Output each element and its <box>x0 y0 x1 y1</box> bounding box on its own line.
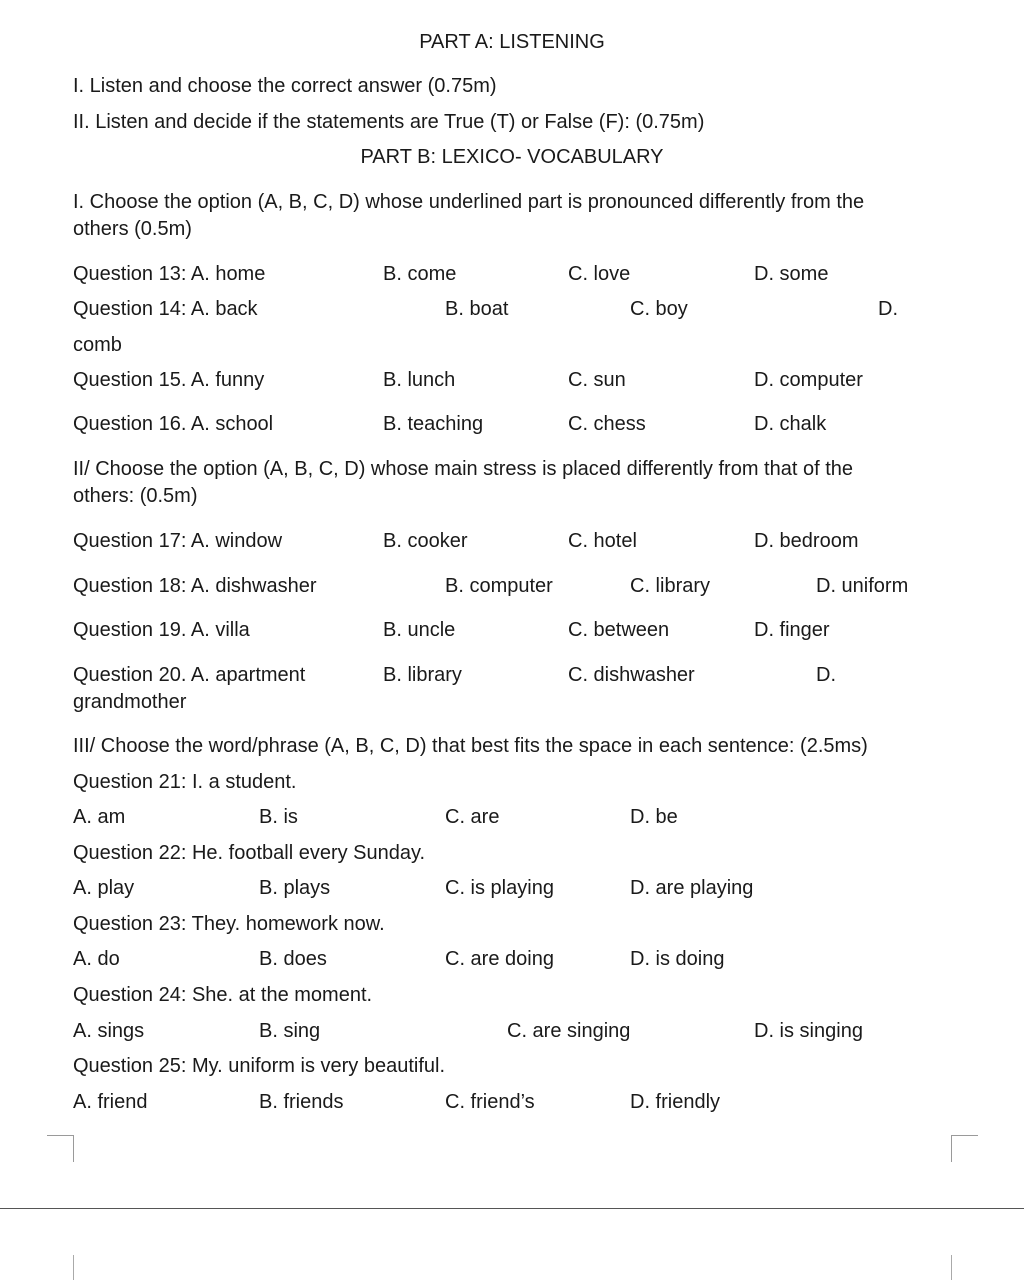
question-24-option-b: B. sing <box>259 1020 321 1042</box>
question-22-option-a: A. play <box>73 877 135 899</box>
question-25-option-d: D. friendly <box>630 1091 721 1113</box>
section-2-heading: II/ Choose the option (A, B, C, D) whose main stress is placed differently from that of the <box>73 458 853 480</box>
question-25-stem: Question 25: My. uniform is very beautiful. <box>73 1055 446 1077</box>
question-13-option-d: D. some <box>754 263 829 285</box>
question-18-option-b: B. computer <box>445 575 553 597</box>
question-17-option-a: Question 17: A. window <box>73 530 283 552</box>
question-23-stem: Question 23: They. homework now. <box>73 913 385 935</box>
question-19-option-c: C. between <box>568 619 670 641</box>
question-23-option-b: B. does <box>259 948 327 970</box>
question-13-option-b: B. come <box>383 263 457 285</box>
question-14-option-a: Question 14: A. back <box>73 298 258 320</box>
question-24-stem: Question 24: She. at the moment. <box>73 984 373 1006</box>
question-25-option-c: C. friend’s <box>445 1091 535 1113</box>
question-18-option-a: Question 18: A. dishwasher <box>73 575 317 597</box>
question-20-option-b: B. library <box>383 664 462 686</box>
question-21-option-b: B. is <box>259 806 298 828</box>
section-3-heading: III/ Choose the word/phrase (A, B, C, D) that best fits the space in each sentence: (2.5ms) <box>73 735 868 757</box>
question-15-option-a: Question 15. A. funny <box>73 369 265 391</box>
question-24-option-c: C. are singing <box>507 1020 631 1042</box>
question-22-option-d: D. are playing <box>630 877 754 899</box>
question-15-option-c: C. sun <box>568 369 626 391</box>
question-14-option-b: B. boat <box>445 298 509 320</box>
part-a-task-1: I. Listen and choose the correct answer (0.75m) <box>73 75 497 97</box>
part-a-task-2: II. Listen and decide if the statements are True (T) or False (F): (0.75m) <box>73 111 705 133</box>
question-24-option-a: A. sings <box>73 1020 145 1042</box>
next-page-margin-left <box>73 1255 74 1280</box>
question-19-option-d: D. finger <box>754 619 830 641</box>
margin-corner-right <box>951 1135 978 1162</box>
question-23-option-c: C. are doing <box>445 948 554 970</box>
question-16-option-a: Question 16. A. school <box>73 413 274 435</box>
question-25-option-b: B. friends <box>259 1091 344 1113</box>
question-15-option-d: D. computer <box>754 369 863 391</box>
question-23-option-d: D. is doing <box>630 948 725 970</box>
question-16-option-d: D. chalk <box>754 413 827 435</box>
question-23-option-a: A. do <box>73 948 120 970</box>
question-21-option-d: D. be <box>630 806 678 828</box>
question-18-option-c: C. library <box>630 575 711 597</box>
question-13-option-a: Question 13: A. home <box>73 263 266 285</box>
question-18-option-d: D. uniform <box>816 575 909 597</box>
question-15-option-b: B. lunch <box>383 369 456 391</box>
question-21-stem: Question 21: I. a student. <box>73 771 297 793</box>
question-20-option-d-word: grandmother <box>73 691 187 713</box>
question-19-option-b: B. uncle <box>383 619 456 641</box>
question-19-option-a: Question 19. A. villa <box>73 619 250 641</box>
question-16-option-c: C. chess <box>568 413 646 435</box>
question-14-option-d-word: comb <box>73 334 122 356</box>
question-14-option-c: C. boy <box>630 298 688 320</box>
section-1-heading-cont: others (0.5m) <box>73 218 192 240</box>
question-20-option-c: C. dishwasher <box>568 664 695 686</box>
question-17-option-c: C. hotel <box>568 530 637 552</box>
part-a-title: PART A: LISTENING <box>419 31 605 53</box>
question-20-option-a: Question 20. A. apartment <box>73 664 306 686</box>
page-break-line <box>0 1208 1024 1209</box>
question-21-option-a: A. am <box>73 806 126 828</box>
question-25-option-a: A. friend <box>73 1091 148 1113</box>
next-page-margin-right <box>951 1255 952 1280</box>
question-14-option-d: D. <box>878 298 898 320</box>
question-21-option-c: C. are <box>445 806 500 828</box>
question-22-stem: Question 22: He. football every Sunday. <box>73 842 426 864</box>
question-16-option-b: B. teaching <box>383 413 484 435</box>
question-17-option-b: B. cooker <box>383 530 468 552</box>
part-b-title: PART B: LEXICO- VOCABULARY <box>360 146 664 168</box>
question-20-option-d: D. <box>816 664 836 686</box>
section-1-heading: I. Choose the option (A, B, C, D) whose underlined part is pronounced differently from the <box>73 191 865 213</box>
margin-corner-left <box>47 1135 74 1162</box>
question-22-option-c: C. is playing <box>445 877 554 899</box>
question-17-option-d: D. bedroom <box>754 530 859 552</box>
question-13-option-c: C. love <box>568 263 631 285</box>
section-2-heading-cont: others: (0.5m) <box>73 485 198 507</box>
question-22-option-b: B. plays <box>259 877 331 899</box>
question-24-option-d: D. is singing <box>754 1020 863 1042</box>
